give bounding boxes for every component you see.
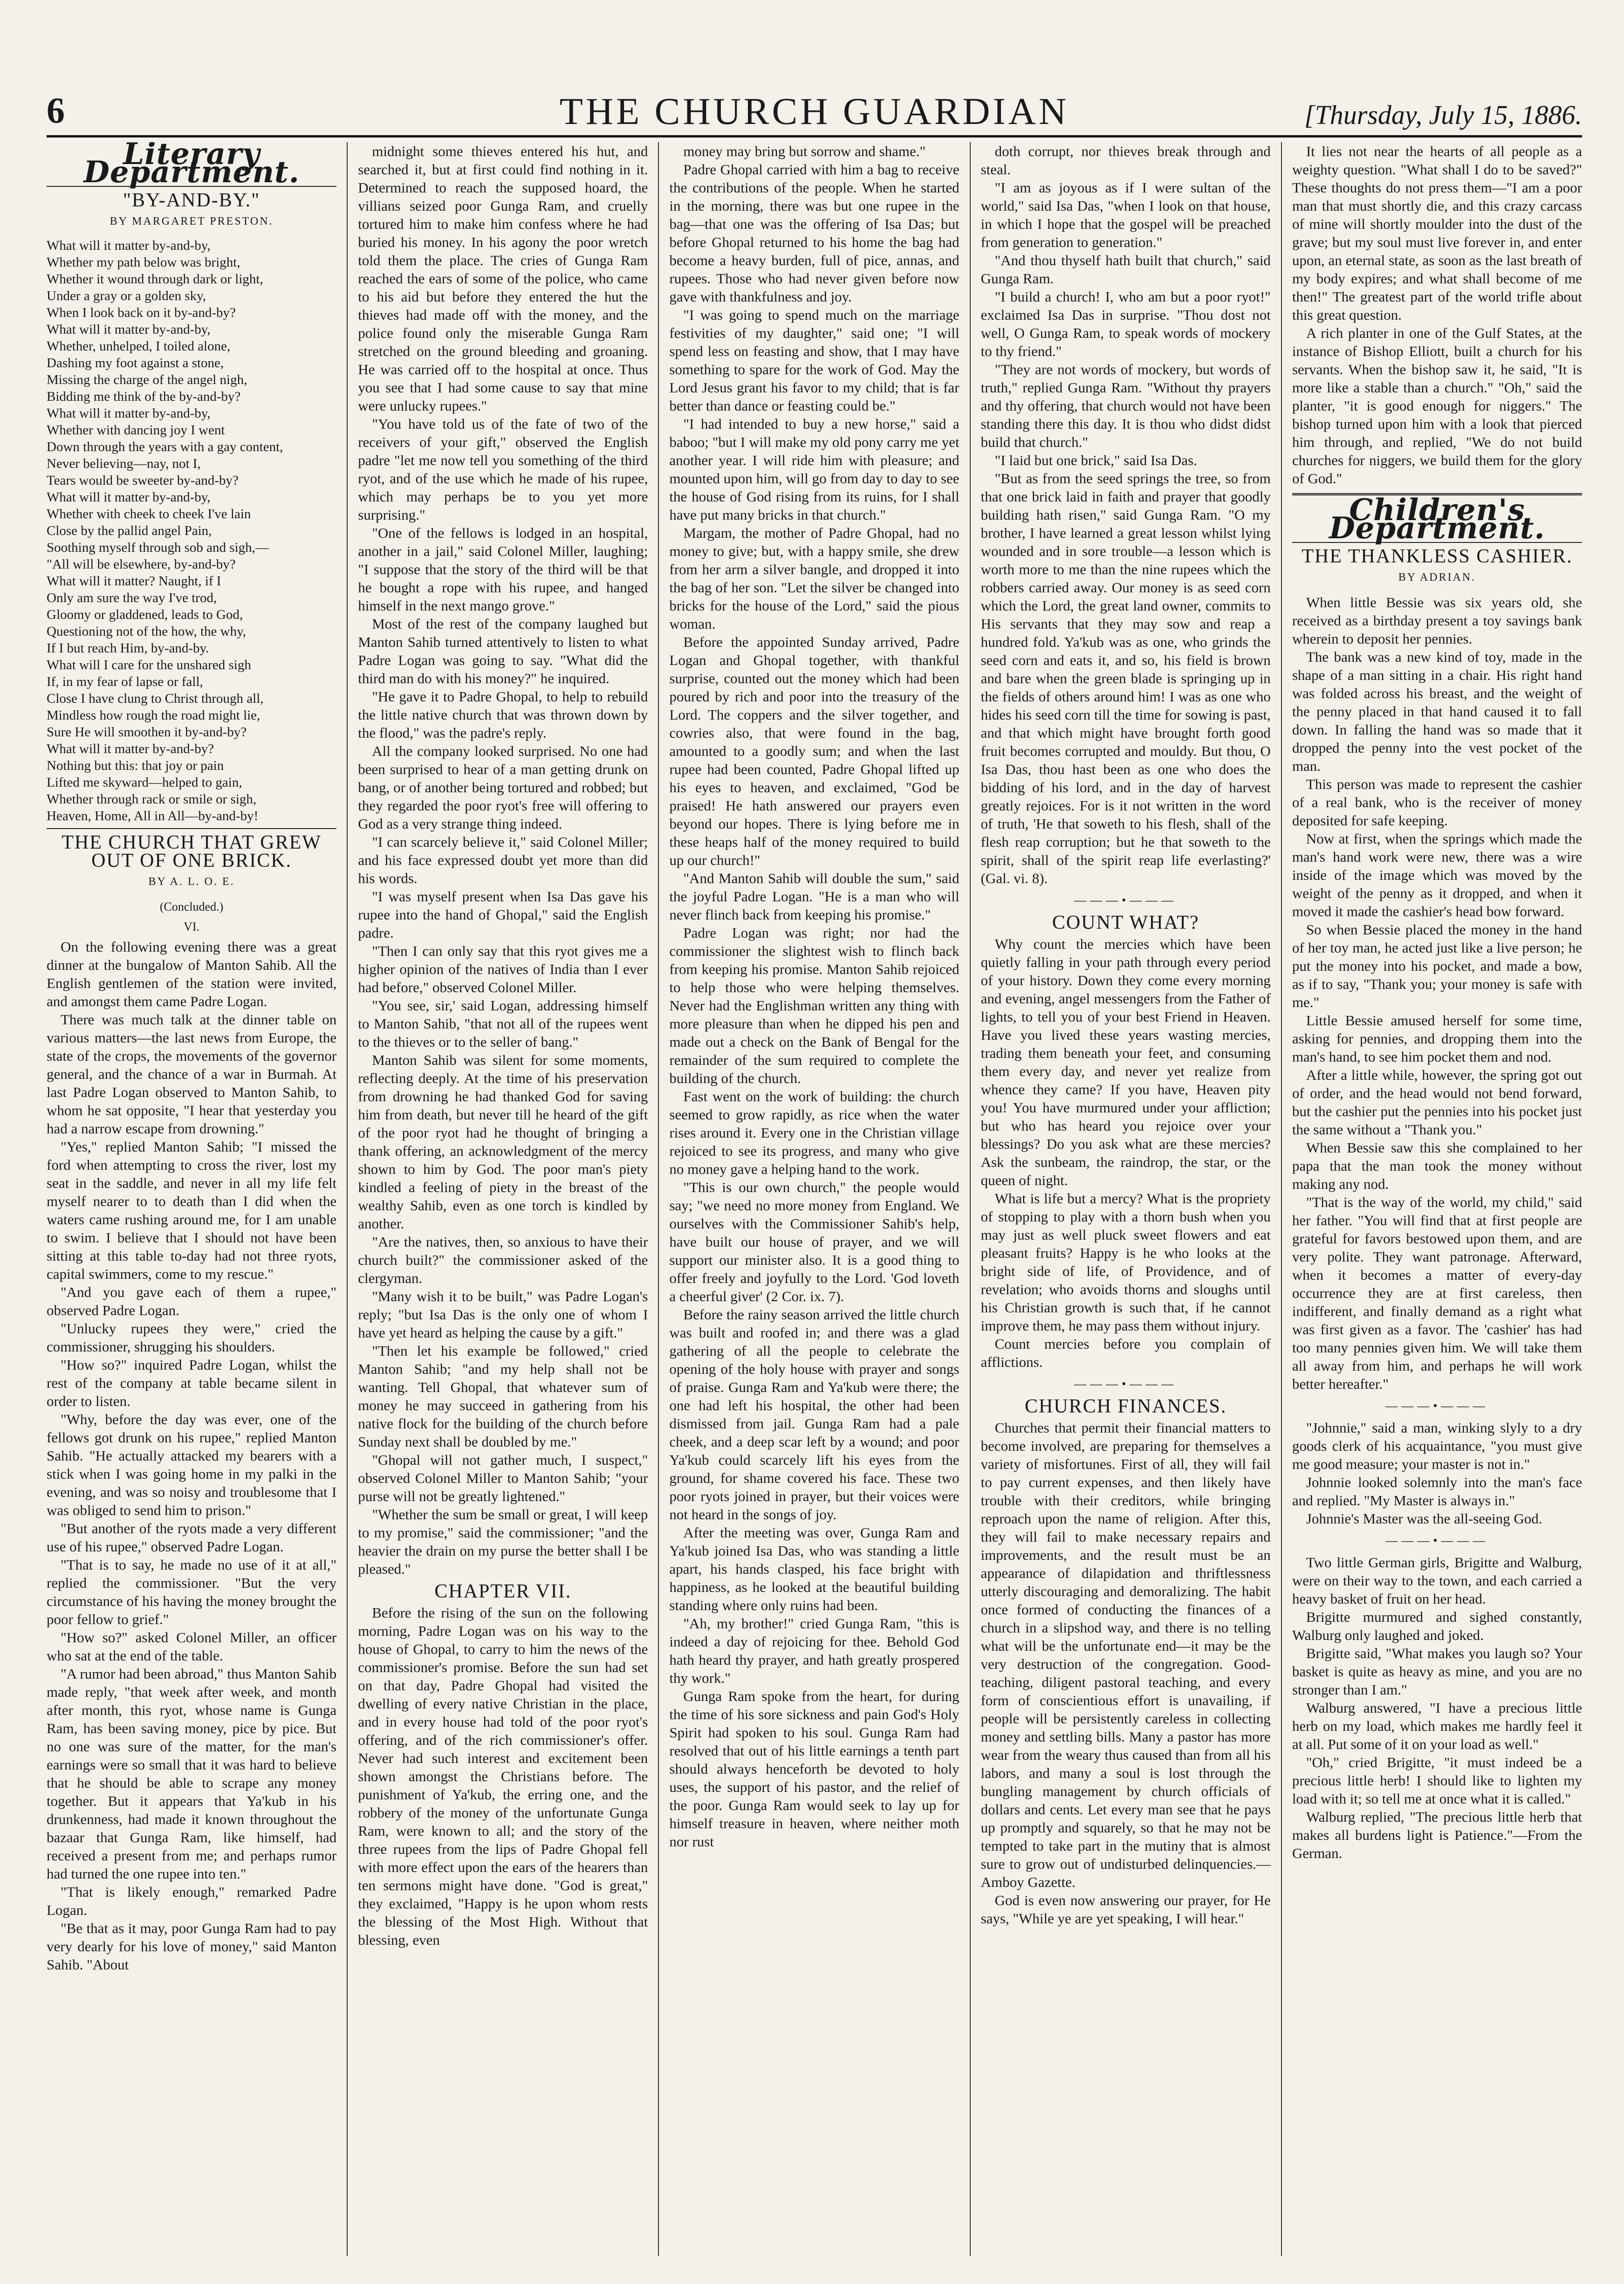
paragraph: Padre Ghopal carried with him a bag to receive the contributions of the people. When he started in the morning, there was but one rupee in the bag—that one was the offering of Isa Das; but before Ghopal returned to his home the bag had become a heavy burden, full of pice, annas, and rupees. Those who had never given before now gave with thankfulness and joy. — [669, 161, 959, 305]
german-girls-item — [1292, 1553, 1582, 1862]
paragraph: "Many wish it to be built," was Padre Logan's reply; "but Isa Das is the only one of whom I have yet heard as helping the cause by a gift." — [358, 1288, 648, 1341]
paragraph: After a little while, however, the spring got out of order, and the head would not bend forward, but the cashier put the pennies into his pocket just the same without a "Thank you." — [1292, 1067, 1583, 1138]
paragraph: Why count the mercies which have been quietly falling in your path through every period of your history. Down they come every morning and evening, angel messengers from the Father of lights, to tell you of your best Friend in Heaven. Have you lived these years wasting mercies, trading them beneath your feet, and consuming them every day, and never yet realize from whence they came? If you have, Heaven pity you! You have murmured under your affliction; but who has heard you rejoice over your blessings? Do you ask what are these mercies? Ask the sunbeam, the raindrop, the star, or the queen of night. — [980, 936, 1271, 1188]
paragraph: "That is the way of the world, my child," said her father. "You will find that at first people are grateful for favors bestowed upon them, and are very polite. They want patronage. Afterward, when it becomes a matter of every-day occurrence they are at first careless, then indifferent, and finally demand as a right what was first given as a favor. The 'cashier' has had too many pennies given him. We will take them all away from him, and perhaps he will work better hereafter." — [1292, 1194, 1583, 1392]
paragraph: "Ghopal will not gather much, I suspect," observed Colonel Miller to Manton Sahib; "your purse will not be greatly lightened." — [358, 1452, 648, 1504]
paragraph: Brigitte said, "What makes you laugh so? Your basket is quite as heavy as mine, and you are no stronger than I am." — [1292, 1645, 1583, 1698]
paragraph: Before the rainy season arrived the little church was built and roofed in; and there was a glad gathering of all the people to celebrate the opening of the holy house with prayer and songs of praise. Gunga Ram and Ya'kub were there; the one had left his hospital, the other had been dismissed from jail. Gunga Ram had a pale cheek, and a deep scar left by a wound; and poor Ya'kub could scarcely lift his eyes from the ground, for shame covered his face. These two poor ryots joined in prayer, but their voices were not heard in the songs of joy. — [669, 1306, 959, 1523]
paragraph: Churches that permit their financial matters to become involved, are preparing for themselves a variety of misfortunes. First of all, they will fail to pay current expenses, and then likely have trouble with their creditors, while bringing reproach upon the name of religion. After this, they will fail to make necessary repairs and improvements, and the result must be an appearance of dilapidation and thriftlessness utterly discouraging and demoralizing. The habit once formed of conducting the finances of a church in a slipshod way, and there is no telling what will be the unfortunate end—it may be the very destruction of the congregation. Good-teaching, diligent pastoral teaching, and every form of conscientious effort is unavailing, if people will be persistently careless in collecting money and settling bills. Many a pastor has more wear from the weary thus caused than from all his labors, and many a soul is lost through the bungling management by church officials of dollars and cents. Let every man see that he pays up promptly and squarely, so that he may not be tempted to take part in the mutiny that is almost sure to grow out of undisturbed delinquencies.—Amboy Gazette. — [980, 1420, 1271, 1890]
poem-stanza: What will it matter by-and-by? Nothing but this: that joy or pain Lifted me skyward—helped to gain, Whether through rack or smile or sigh, Heaven, Home, All in All—by-and-by! — [47, 741, 259, 823]
count-what-body — [981, 935, 1271, 1371]
paragraph: "He gave it to Padre Ghopal, to help to rebuild the little native church that was thrown down by the flood," was the padre's reply. — [358, 688, 648, 741]
paragraph: Gunga Ram spoke from the heart, for during the time of his sore sickness and pain God's Holy Spirit had spoken to his soul. Gunga Ram had resolved that out of his little earnings a tenth part should always henceforth be devoted to holy uses, the support of his pastor, and the relief of the poor. Gunga Ram would seek to lay up for himself treasure in heaven, where neither moth nor rust — [669, 1688, 959, 1850]
story-byline: BY A. L. O. E. — [148, 876, 235, 888]
paragraph: "Oh," cried Brigitte, "it must indeed be a precious little herb! I should like to lighten my load with it; so tell me at once what it is called." — [1292, 1754, 1583, 1807]
paragraph: "You have told us of the fate of two of the receivers of your gift," observed the English padre "let me now tell you something of the third ryot, and of the use which he made of his rupee, which may perhaps be to you yet more surprising." — [358, 416, 648, 523]
paragraph: Now at first, when the springs which made the man's hand work were new, there was a wire inside of the image which was moved by the weight of the penny as it dropped, and when it moved it made the cashier's head bow forward. — [1292, 830, 1583, 919]
count-what-title: COUNT WHAT? — [1052, 912, 1199, 933]
cashier-story-body — [1292, 593, 1582, 1393]
intro-items — [1292, 142, 1582, 487]
paragraph: This person was made to represent the cashier of a real bank, who is the receiver of money deposited for safe keeping. — [1292, 776, 1583, 829]
cashier-story-title: THE THANKLESS CASHIER. — [1302, 546, 1573, 567]
paragraph: "I was going to spend much on the marriage festivities of my daughter," said one; "I will spend less on feasting and show, that I may have something to spare for the work of God. May the Lord Jesus grant his favor to my child; that is far better than dance or feasting could be." — [669, 307, 959, 414]
story-concluded: (Concluded.) — [159, 900, 224, 913]
paragraph: Brigitte murmured and sighed constantly, Walburg only laughed and joked. — [1292, 1609, 1583, 1643]
paragraph: God is even now answering our prayer, for He says, "While ye are yet speaking, I will hear." — [980, 1892, 1271, 1927]
paragraph: A rich planter in one of the Gulf States, at the instance of Bishop Elliott, built a church for his servants. When the bishop saw it, he said, "It is more like a stable than a church." "Oh," said the planter, "it is good enough for niggers." The bishop turned upon him with a look that pierced him through, and replied, "We do not build churches for niggers, we build them for the glory of God." — [1292, 325, 1583, 487]
paragraph: Manton Sahib was silent for some moments, reflecting deeply. At the time of his preservation from drowning he had thanked God for saving him from death, but never till he heard of the gift of the poor ryot had he thought of bringing a thank offering, an acknowledgment of the mercy shown to him by God. The poor man's piety kindled a feeling of piety in the breast of the wealthy Sahib, even as one torch is kindled by another. — [358, 1052, 648, 1232]
paragraph: "I build a church! I, who am but a poor ryot!" exclaimed Isa Das in surprise. "Thou dost not well, O Gunga Ram, to speak words of mockery to thy friend." — [980, 288, 1271, 359]
paragraph: "That is to say, he made no use of it at all," replied the commissioner. "But the very circumstance of his having the money brought the poor fellow to grief." — [47, 1557, 337, 1627]
childrens-department-heading: Children's Department. — [1329, 493, 1545, 546]
paragraph: "Then let his example be followed," cried Manton Sahib; "and my help shall not be wanting. Tell Ghopal, that whatever sum of money he may succeed in gathering from his native flock for the building of the church before Sunday next shall be doubled by me." — [358, 1343, 648, 1450]
paragraph: "How so?" inquired Padre Logan, whilst the rest of the company at table became silent in order to listen. — [47, 1357, 337, 1409]
paragraph: After the meeting was over, Gunga Ram and Ya'kub joined Isa Das, who was standing a little apart, his hands clasped, his face bright with happiness, as he looked at the beautiful building standing where only ruins had been. — [669, 1524, 959, 1613]
poem-stanza: What will it matter? Naught, if I Only am sure the way I've trod, Gloomy or gladdened, leads to God, Questioning not of the how, the why, If I but reach Him, by-and-by. — [47, 574, 246, 656]
cashier-story-byline: BY ADRIAN. — [1398, 571, 1476, 583]
paragraph: "And you gave each of them a rupee," observed Padre Logan. — [47, 1284, 337, 1318]
divider: ———•——— — [1074, 893, 1178, 907]
column-4 — [970, 142, 1281, 2256]
story-body-continued — [669, 142, 959, 1851]
paragraph: Before the appointed Sunday arrived, Padre Logan and Ghopal together, with thankful surprise, counted out the money which had been poured by rich and poor into the treasury of the Lord. The coppers and the silver together, and cowries also, that were found in the bag, amounted to a goodly sum; and when the last rupee had been counted, Padre Ghopal lifted up his eyes to heaven, and exclaimed, "God be praised! He hath answered our prayers even beyond our hopes. There is lying before me in these heaps half of the money required to build up our church!" — [669, 634, 959, 868]
story-body — [47, 938, 336, 1974]
poem-stanza: What will it matter by-and-by, Whether, unhelped, I toiled alone, Dashing my foot against a stone, Missing the charge of the angel nigh, Bidding me think of the by-and-by? — [47, 322, 247, 404]
paragraph: Walburg replied, "The precious little herb that makes all burdens light is Patience."—From the German. — [1292, 1809, 1583, 1861]
paragraph: "And thou thyself hath built that church," said Gunga Ram. — [980, 252, 1271, 287]
paragraph: doth corrupt, nor thieves break through and steal. — [980, 143, 1271, 178]
paragraph: When Bessie saw this she complained to her papa that the man took the money without making any nod. — [1292, 1139, 1583, 1192]
poem-stanza: What will it matter by-and-by, Whether with dancing joy I went Down through the years with a gay content, Never believing—nay, not I, Tears would be sweeter by-and-by? — [47, 406, 283, 488]
church-finances-body — [981, 1419, 1271, 1927]
chapter-body — [358, 1604, 648, 1949]
paragraph: Walburg answered, "I have a precious little herb on my load, which makes me hardly feel it at all. Put some of it on your load as well." — [1292, 1700, 1583, 1752]
paragraph: "And Manton Sahib will double the sum," said the joyful Padre Logan. "He is a man who will never flinch back from keeping his promise." — [669, 870, 959, 923]
paragraph: midnight some thieves entered his hut, and searched it, but at first could find nothing in it. Determined to reach the supposed hoard, the villians seized poor Gunga Ram, and cruelly tortured him to make him confess where he had buried his money. In his agony the poor wretch told them the place. The cries of Gunga Ram reached the ears of some of the police, who came to his aid but before they entered the hut the thieves had made off with the money, and the police found only the miserable Gunga Ram stretched on the ground bleeding and groaning. He was carried off to the hospital at once. Thus you see that I had some cause to say that mine were unlucky rupees." — [358, 143, 648, 414]
paragraph: Margam, the mother of Padre Ghopal, had no money to give; but, with a happy smile, she drew from her arm a silver bangle, and dropped it into the bag of her son. "Let the silver be changed into bricks for the house of the Lord," said the pious woman. — [669, 525, 959, 632]
story-chapter: VI. — [184, 920, 200, 933]
paragraph: "I was myself present when Isa Das gave his rupee into the hand of Ghopal," said the English padre. — [358, 888, 648, 941]
chapter-heading: CHAPTER VII. — [434, 1581, 572, 1602]
paragraph: There was much talk at the dinner table on various matters—the last news from Europe, the state of the crops, the movements of the governor general, and the chance of a war in Burmah. At last Padre Logan observed to Manton Sahib, to whom he sat opposite, "I hear that yesterday you had a narrow escape from drowning." — [47, 1011, 337, 1137]
church-finances-title: CHURCH FINANCES. — [1025, 1396, 1227, 1417]
poem-stanza: What will it matter by-and-by, Whether with cheek to cheek I've lain Close by the pallid angel Pain, Soothing myself through sob and sigh,— "All will be elsewhere, by-and-by? — [47, 490, 269, 572]
columns — [47, 142, 1582, 2256]
masthead — [47, 89, 1582, 137]
paragraph: "Yes," replied Manton Sahib; "I missed the ford when attempting to cross the river, lost my seat in the saddle, and never in all my life felt myself nearer to to death than I did when the waters came rushing around me, for I am unable to swim. I believe that I should not have been sitting at this table to-day had not three ryots, capital swimmers, come to my rescue." — [47, 1139, 337, 1282]
column-1 — [47, 142, 347, 2256]
paragraph: Most of the rest of the company laughed but Manton Sahib turned attentively to listen to what Padre Logan was going to say. "What did the third man do with his money?" he inquired. — [358, 616, 648, 686]
column-3 — [658, 142, 969, 2256]
paragraph: "But another of the ryots made a very different use of his rupee," observed Padre Logan. — [47, 1520, 337, 1555]
paragraph: "I am as joyous as if I were sultan of the world," said Isa Das, "when I look on that house, in which I hope that the gospel will be preached from generation to generation." — [980, 179, 1271, 250]
paragraph: money may bring but sorrow and shame." — [683, 143, 926, 159]
paragraph: When little Bessie was six years old, she received as a birthday present a toy savings bank wherein to deposit her pennies. — [1292, 594, 1583, 647]
paragraph: "One of the fellows is lodged in an hospital, another in a jail," said Colonel Miller, laughing; "I suppose that the story of the third will be that he bought a rope with his rupee, and hanged himself in the next mango grove." — [358, 525, 648, 614]
paragraph: "This is our own church," the people would say; "we need no more money from England. We ourselves with the Commissioner Sahib's help, have built our house of prayer, and we will support our minister also. It is a good thing to offer freely and joyfully to the Lord. 'God loveth a cheerful giver' (2 Cor. ix. 7). — [669, 1179, 959, 1304]
johnnie-item — [1292, 1419, 1582, 1528]
paragraph: "Johnnie," said a man, winking slyly to a dry goods clerk of his acquaintance, "you must give me good measure; your master is not in." — [1292, 1420, 1583, 1472]
paragraph: Johnnie's Master was the all-seeing God. — [1306, 1510, 1542, 1527]
paragraph: Fast went on the work of building: the church seemed to grow rapidly, as rice when the water rises around it. Every one in the Christian village rejoiced to see its progress, and many who give no money gave a helping hand to the work. — [669, 1088, 959, 1177]
paragraph: It lies not near the hearts of all people as a weighty question. "What shall I do to be saved?" These thoughts do not press them—"I am a poor man that must shortly die, and this crazy carcass of mine will shortly moulder into the dust of the grave; but my soul must live forever in, and enter upon, an eternal state, as soon as the last breath of my body expires; and what shall become of me then!" The greatest part of the world trifle about this great question. — [1292, 143, 1583, 323]
column-5 — [1281, 142, 1582, 2256]
paragraph: "Whether the sum be small or great, I will keep to my promise," said the commissioner; "and the heavier the drain on my purse the better shall I be pleased." — [358, 1506, 648, 1577]
paragraph: "A rumor had been abroad," thus Manton Sahib made reply, "that week after week, and month after month, this ryot, whose name is Gunga Ram, has been saving money, pice by pice. But no one was sure of the matter, for the man's earnings were so small that it was hard to believe that he should be able to scrape any money together. But it appears that Ya'kub in his drunkenness, had made it known throughout the bazaar that Gunga Ram, like himself, had received a present from me; and perhaps rumor had turned the one rupee into ten." — [47, 1666, 337, 1882]
paragraph: Before the rising of the sun on the following morning, Padre Logan was on his way to the house of Ghopal, to carry to him the news of the commissioner's promise. Before the sun had set on that day, Padre Ghopal had visited the dwelling of every native Christian in the place, and in every house had told of the poor ryot's offering, and of the rich commissioner's offer. Never had such interest and excitement been shown amongst the Christians before. The punishment of Ya'kub, the erring one, and the robbery of the money of the unfortunate Gunga Ram, were known to all; and the story of the three rupees from the lips of Padre Ghopal fell with more effect upon the ears of the hearers than ten sermons might have done. "God is great," they exclaimed, "Happy is he upon whom rests the blessing of the Most High. Without that blessing, even — [358, 1605, 648, 1948]
page-number: 6 — [47, 90, 65, 130]
paragraph: "How so?" asked Colonel Miller, an officer who sat at the end of the table. — [47, 1629, 337, 1664]
paragraph: "Unlucky rupees they were," cried the commissioner, shrugging his shoulders. — [47, 1320, 337, 1355]
story-ending — [981, 142, 1271, 887]
paragraph: "Then I can only say that this ryot gives me a higher opinion of the natives of India than I ever had before," observed Colonel Miller. — [358, 943, 648, 995]
paragraph: "Why, before the day was ever, one of the fellows got drunk on his rupee," replied Manton Sahib. "He actually attacked my bearers with a stick when I was going home in my palki in the evening, and was so noisy and troublesome that I was obliged to send him to prison." — [47, 1411, 337, 1518]
paragraph: Padre Logan was right; nor had the commissioner the slightest wish to flinch back from keeping his promise. Manton Sahib rejoiced to help those who were helping themselves. Never had the Englishman written any thing with more pleasure than when he dipped his pen and made out a check on the Bank of Bengal for the remainder of the sum required to complete the building of the church. — [669, 925, 959, 1086]
poem-stanza: What will it matter by-and-by, Whether my path below was bright, Whether it wound through dark or light, Under a gray or a golden sky, When I look back on it by-and-by? — [47, 238, 263, 320]
paragraph: What is life but a mercy? What is the propriety of stopping to play with a thorn bush when you may just as well pluck sweet flowers and eat pleasant fruits? Happy is he who looks at the bright side of life, of Providence, and of revelation; who avoids thorns and sloughs until his Christian growth is such that, if he cannot improve them, he may pass them without injury. — [980, 1190, 1271, 1334]
paragraph: Count mercies before you complain of afflictions. — [980, 1336, 1271, 1370]
newspaper-title: THE CHURCH GUARDIAN — [559, 90, 1069, 132]
poem-stanza: What will I care for the unshared sigh If, in my fear of lapse or fall, Close I have clung to Christ through all, Mindless how rough the road might lie, Sure He will smoothen it by-and-by? — [47, 658, 264, 740]
paragraph: Little Bessie amused herself for some time, asking for pennies, and dropping them into the man's hand, to see him pocket them and nod. — [1292, 1012, 1583, 1065]
story-title: THE CHURCH THAT GREW OUT OF ONE BRICK. — [62, 832, 322, 871]
literary-department-heading: Literary Department. — [83, 142, 300, 190]
divider: ———•——— — [1385, 1534, 1489, 1547]
issue-date: [Thursday, July 15, 1886. — [1304, 100, 1582, 130]
divider: ———•——— — [1385, 1399, 1489, 1413]
paragraph: "Are the natives, then, so anxious to have their church built?" the commissioner asked of the clergyman. — [358, 1234, 648, 1286]
divider: ———•——— — [1074, 1377, 1178, 1391]
paragraph: "Ah, my brother!" cried Gunga Ram, "this is indeed a day of rejoicing for thee. Behold God hath heard thy prayer, and hath greatly prospered thy work." — [669, 1615, 959, 1686]
poem-title: "BY-AND-BY." — [123, 190, 260, 211]
paragraph: "That is likely enough," remarked Padre Logan. — [47, 1884, 337, 1918]
poem — [47, 237, 336, 824]
paragraph: All the company looked surprised. No one had been surprised to hear of a man getting drunk on bang, or of another being tortured and robbed; but they regarded the poor ryot's free will offering to God as a very strange thing indeed. — [358, 743, 648, 832]
paragraph: So when Bessie placed the money in the hand of her toy man, he acted just like a live person; he put the money into his pocket, and made a bow, as if to say, "Thank you; your money is safe with me." — [1292, 921, 1583, 1010]
divider — [47, 828, 336, 829]
paragraph: Johnnie looked solemnly into the man's face and replied. "My Master is always in." — [1292, 1474, 1583, 1509]
paragraph: "You see, sir,' said Logan, addressing himself to Manton Sahib, "that not all of the rupees went to the thieves or to the seller of bang." — [358, 997, 648, 1050]
column-2 — [347, 142, 658, 2256]
paragraph: "I laid but one brick," said Isa Das. — [994, 452, 1197, 468]
paragraph: "Be that as it may, poor Gunga Ram had to pay very dearly for his love of money," said Manton Sahib. "About — [47, 1920, 337, 1973]
paragraph: The bank was a new kind of toy, made in the shape of a man sitting in a chair. His right hand was folded across his breast, and the weight of the penny placed in that hand caused it to fall down. In falling the hand was so made that it dropped the penny into the vest pocket of the man. — [1292, 649, 1583, 774]
story-body-continued — [358, 142, 648, 1578]
paragraph: On the following evening there was a great dinner at the bungalow of Manton Sahib. All the English gentlemen of the station were invited, and amongst them came Padre Logan. — [47, 939, 337, 1009]
paragraph: "I had intended to buy a new horse," said a baboo; "but I will make my old pony carry me yet another year. I will ride him with pleasure; and mounted upon him, will go from day to day to see the house of God rising from its ruins, for I shall have put many bricks in that church." — [669, 416, 959, 523]
paragraph: "I can scarcely believe it," said Colonel Miller; and his face expressed doubt yet more than did his words. — [358, 834, 648, 886]
paragraph: "But as from the seed springs the tree, so from that one brick laid in faith and prayer that goodly building hath risen," said Gunga Ram. "O my brother, I have learned a great lesson whilst lying wounded and in sore trouble—a lesson which is worth more to me than the nine rupees which the robbers carried away. Our money is as seed corn which the Lord, the great land owner, commits to His servants that they may sow and reap a hundred fold. Ya'kub was as one, who grinds the seed corn and eats it, and so, his field is brown and bare when the green blade is springing up in the fields of others around him! I was as one who hides his seed corn till the time for sowing is past, and that which might have brought forth good fruit becomes corrupted and mouldy. But thou, O Isa Das, thou hast been as one who does the bidding of his lord, and in the day of harvest greatly rejoices. For is it not written in the word of truth, 'He that soweth to his flesh, shall of the flesh reap corruption; but he that soweth to the spirit, shall of the spirit reap life everlasting?' (Gal. vi. 8). — [980, 470, 1271, 886]
paragraph: Two little German girls, Brigitte and Walburg, were on their way to the town, and each carried a heavy basket of fruit on her head. — [1292, 1554, 1583, 1607]
paragraph: "They are not words of mockery, but words of truth," replied Gunga Ram. "Without thy prayers and thy offering, that church would not have been standing there this day. It is thou who didst didst build that church." — [980, 361, 1271, 450]
poem-byline: BY MARGARET PRESTON. — [110, 215, 274, 227]
